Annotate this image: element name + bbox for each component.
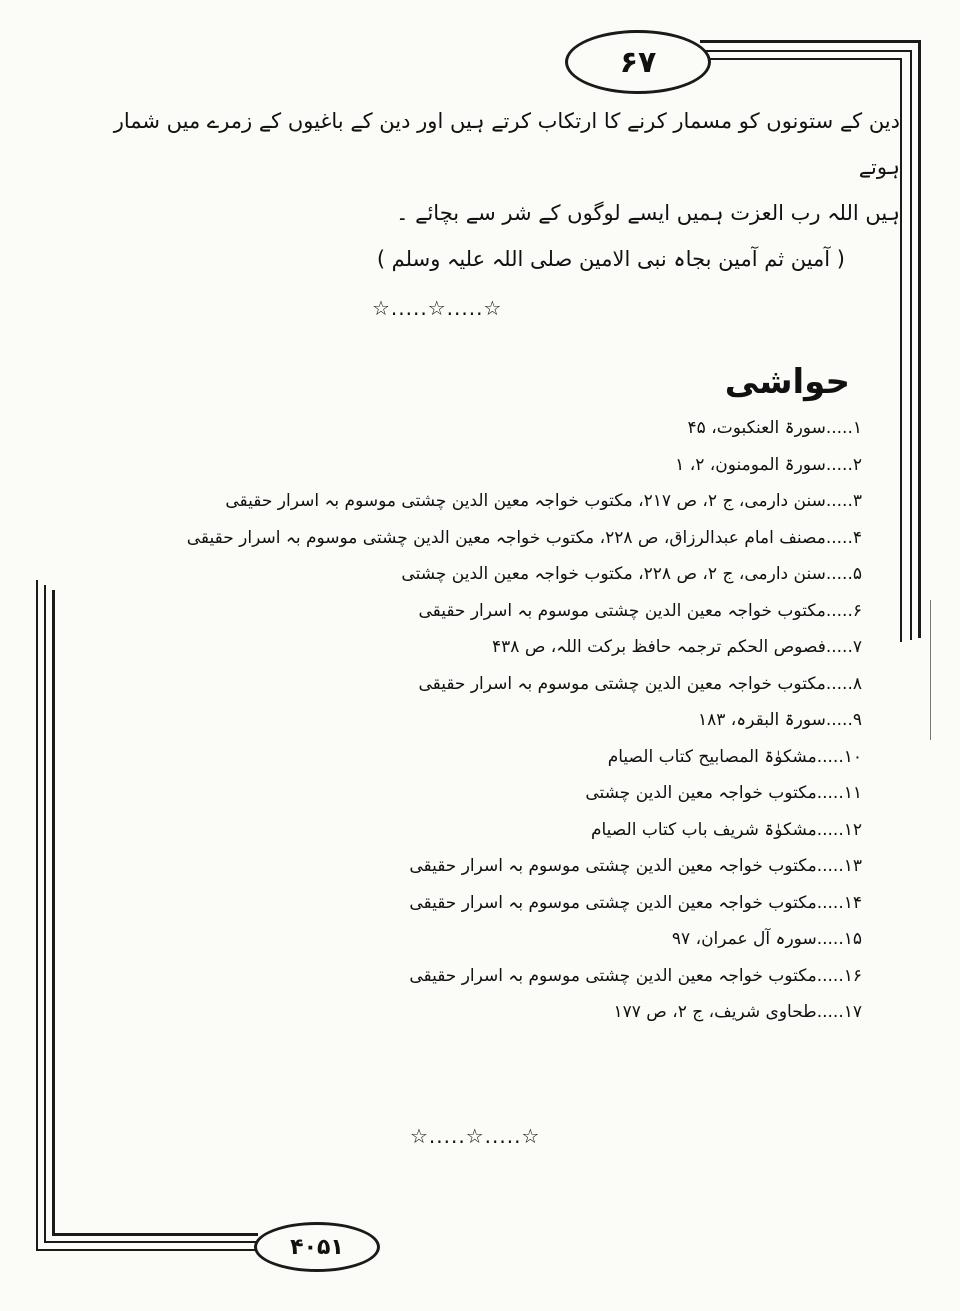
footnote-item: ۱۳.....مکتوب خواجہ معین الدین چشتی موسوم بہ اسرار حقیقی [409,856,862,876]
frame-bottom-line-1 [52,1233,258,1236]
body-line-2: ہیں اللہ رب العزت ہمیں ایسے لوگوں کے شر سے بچائے ۔ [396,201,900,225]
body-text [70,98,900,282]
edge-mark [930,600,931,740]
frame-right-line-1 [918,40,921,638]
frame-right-line-3 [900,58,902,642]
separator-stars-bottom: ☆.....☆.....☆ [410,1124,541,1148]
page-number-bottom: ۴۰۵۱ [254,1222,380,1272]
frame-right-line-2 [910,50,912,640]
footnote-item: ۴.....مصنف امام عبدالرزاق، ص ۲۲۸، مکتوب خواجہ معین الدین چشتی موسوم بہ اسرار حقیقی [186,527,862,548]
footnote-item: ۱۴.....مکتوب خواجہ معین الدین چشتی موسوم بہ اسرار حقیقی [409,892,862,913]
page-number-top: ۶۷ [565,30,711,94]
separator-stars-top: ☆.....☆.....☆ [372,296,503,320]
footnote-item: ۱۷.....طحاوی شریف، ج ۲، ص ۱۷۷ [613,1002,862,1022]
frame-left-line-3 [52,590,55,1235]
footnote-item: ۸.....مکتوب خواجہ معین الدین چشتی موسوم بہ اسرار حقیقی [418,673,862,694]
footnote-item: ۳.....سنن دارمی، ج ۲، ص ۲۱۷، مکتوب خواجہ معین الدین چشتی موسوم بہ اسرار حقیقی [225,491,862,511]
footnotes-list [186,410,862,1031]
footnote-item: ۱۶.....مکتوب خواجہ معین الدین چشتی موسوم بہ اسرار حقیقی [409,965,862,986]
frame-top-line-1 [700,40,920,43]
body-line-3: ( آمین ثم آمین بجاہ نبی الامین صلی اللہ علیہ وسلم ) [376,247,845,271]
footnote-item: ۲.....سورۃ المومنون، ۲، ۱ [675,454,862,475]
body-line-1: دین کے ستونوں کو مسمار کرنے کا ارتکاب کرتے ہیں اور دین کے باغیوں کے زمرے میں شمار ہوتے [113,109,900,179]
frame-left-line-1 [36,580,38,1250]
footnote-item: ۱۰.....مشکوٰۃ المصابیح کتاب الصیام [607,746,862,767]
footnote-item: ۱۵.....سورہ آل عمران، ۹۷ [671,929,862,949]
footnote-item: ۱.....سورۃ العنکبوت، ۴۵ [687,418,862,438]
frame-top-line-2 [704,50,912,52]
footnote-item: ۱۲.....مشکوٰۃ شریف باب کتاب الصیام [590,819,862,840]
frame-bottom-line-2 [44,1241,256,1243]
footnote-item: ۱۱.....مکتوب خواجہ معین الدین چشتی [585,783,862,803]
notes-heading: حواشی [724,362,850,402]
footnote-item: ۷.....فصوص الحکم ترجمہ حافظ برکت اللہ، ص ۴۳۸ [492,637,862,657]
frame-left-line-2 [44,585,46,1242]
frame-top-line-3 [706,58,902,60]
frame-bottom-line-3 [36,1249,256,1251]
footnote-item: ۵.....سنن دارمی، ج ۲، ص ۲۲۸، مکتوب خواجہ معین الدین چشتی [401,564,862,584]
footnote-item: ۶.....مکتوب خواجہ معین الدین چشتی موسوم بہ اسرار حقیقی [418,600,862,621]
footnote-item: ۹.....سورۃ البقرہ، ۱۸۳ [697,710,862,730]
